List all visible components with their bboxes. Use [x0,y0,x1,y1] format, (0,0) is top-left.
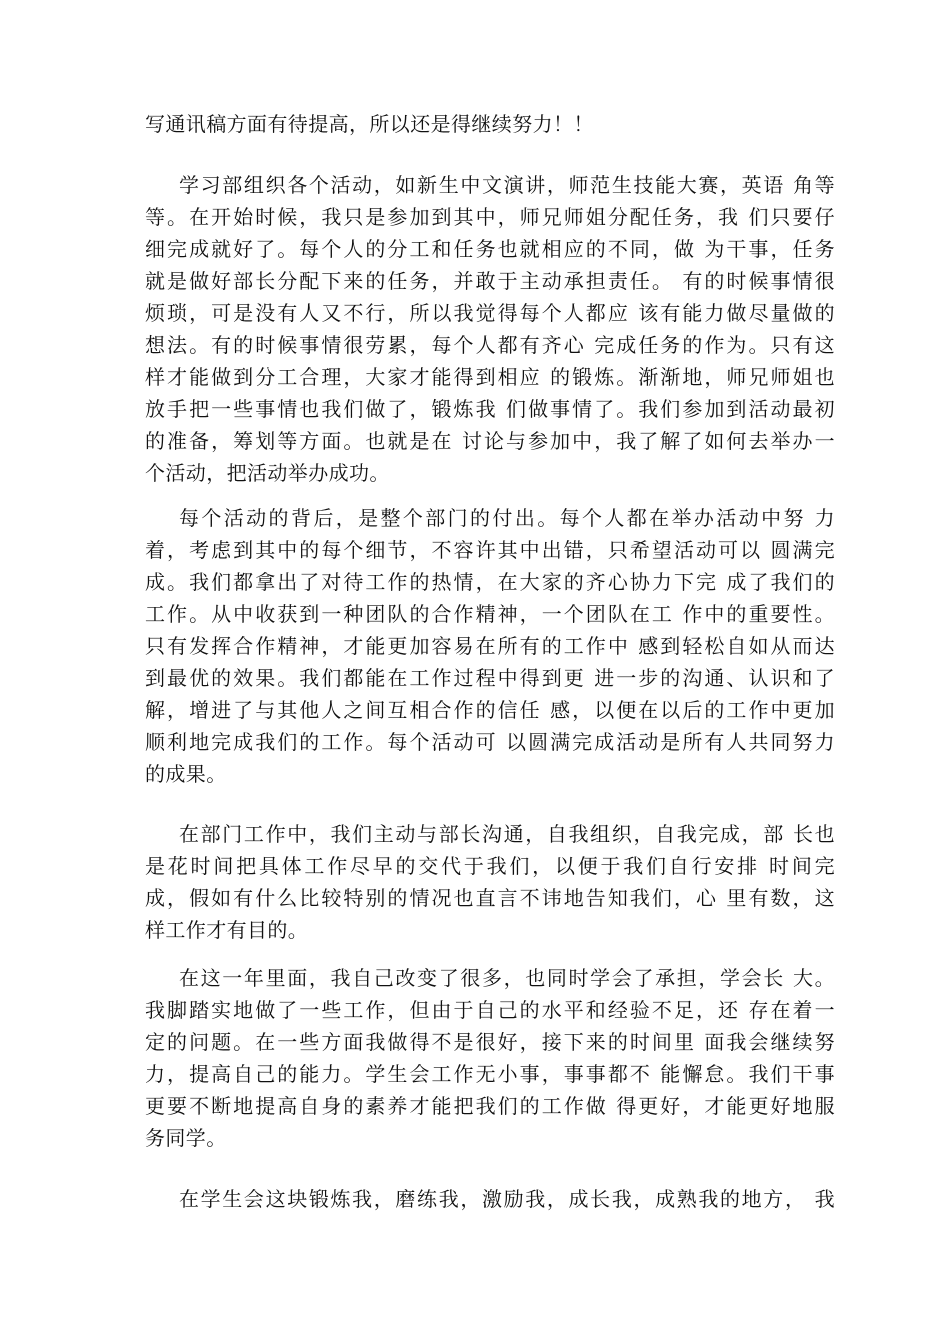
paragraph-growth [145,962,835,1154]
text-line: 样工作才有目的。 [145,918,309,942]
text-line: 我脚踏实地做了一些工作，但由于自己的水平和经验不足，还 存在着一 [145,998,835,1022]
text-line: 个活动，把活动举办成功。 [145,461,390,485]
text-line: 工作。从中收获到一种团队的合作精神，一个团队在工 作中的重要性。 [145,602,835,626]
text-line: 的成果。 [145,762,227,786]
text-line: 顺利地完成我们的工作。每个活动可 以圆满完成活动是所有人共同努力 [145,730,835,754]
text-line: 写通讯稿方面有待提高，所以还是得继续努力！！ [145,112,594,136]
text-line: 就是做好部长分配下来的任务，并敢于主动承担责任。 有的时候事情很 [145,269,835,293]
text-line: 成，假如有什么比较特别的情况也直言不讳地告知我们，心 里有数，这 [145,886,835,910]
text-line: 成。我们都拿出了对待工作的热情，在大家的齐心协力下完 成了我们的 [145,570,835,594]
text-line: 到最优的效果。我们都能在工作过程中得到更 进一步的沟通、认识和了 [145,666,835,690]
paragraph-closing [145,1183,835,1215]
text-line: 放手把一些事情也我们做了，锻炼我 们做事情了。我们参加到活动最初 [145,397,835,421]
text-line: 着，考虑到其中的每个细节，不容许其中出错，只希望活动可以 圆满完 [145,538,835,562]
paragraph-study-department [145,169,835,489]
text-line: 是花时间把具体工作尽早的交代于我们，以便于我们自行安排 时间完 [145,854,835,878]
text-line: 每个活动的背后，是整个部门的付出。每个人都在举办活动中努 力 [179,506,835,530]
text-line: 解，增进了与其他人之间互相合作的信任 感，以便在以后的工作中更加 [145,698,835,722]
text-line: 细完成就好了。每个人的分工和任务也就相应的不同，做 为干事，任务 [145,237,835,261]
text-line: 样才能做到分工合理，大家才能得到相应 的锻炼。渐渐地，师兄师姐也 [145,365,835,389]
paragraph-teamwork [145,502,835,790]
text-line: 更要不断地提高自身的素养才能把我们的工作做 得更好，才能更好地服 [145,1094,835,1118]
text-line: 力，提高自己的能力。学生会工作无小事，事事都不 能懈怠。我们干事 [145,1062,835,1086]
text-line: 学习部组织各个活动，如新生中文演讲，师范生技能大赛，英语 角等 [179,173,835,197]
paragraph-communication [145,818,835,946]
text-line: 的准备，筹划等方面。也就是在 讨论与参加中，我了解了如何去举办一 [145,429,835,453]
paragraph-continuation [145,108,835,140]
text-line: 想法。有的时候事情很劳累，每个人都有齐心 完成任务的作为。只有这 [145,333,835,357]
text-line: 在学生会这块锻炼我，磨练我，激励我，成长我，成熟我的地方， 我 [179,1187,835,1211]
text-line: 定的问题。在一些方面我做得不是很好，接下来的时间里 面我会继续努 [145,1030,835,1054]
text-line: 只有发挥合作精神，才能更加容易在所有的工作中 感到轻松自如从而达 [145,634,835,658]
text-line: 等。在开始时候，我只是参加到其中，师兄师姐分配任务，我 们只要仔 [145,205,835,229]
text-line: 在这一年里面，我自己改变了很多，也同时学会了承担，学会长 大。 [179,966,835,990]
text-line: 在部门工作中，我们主动与部长沟通，自我组织，自我完成，部 长也 [179,822,835,846]
text-line: 烦琐，可是没有人又不行，所以我觉得每个人都应 该有能力做尽量做的 [145,301,835,325]
text-line: 务同学。 [145,1126,227,1150]
